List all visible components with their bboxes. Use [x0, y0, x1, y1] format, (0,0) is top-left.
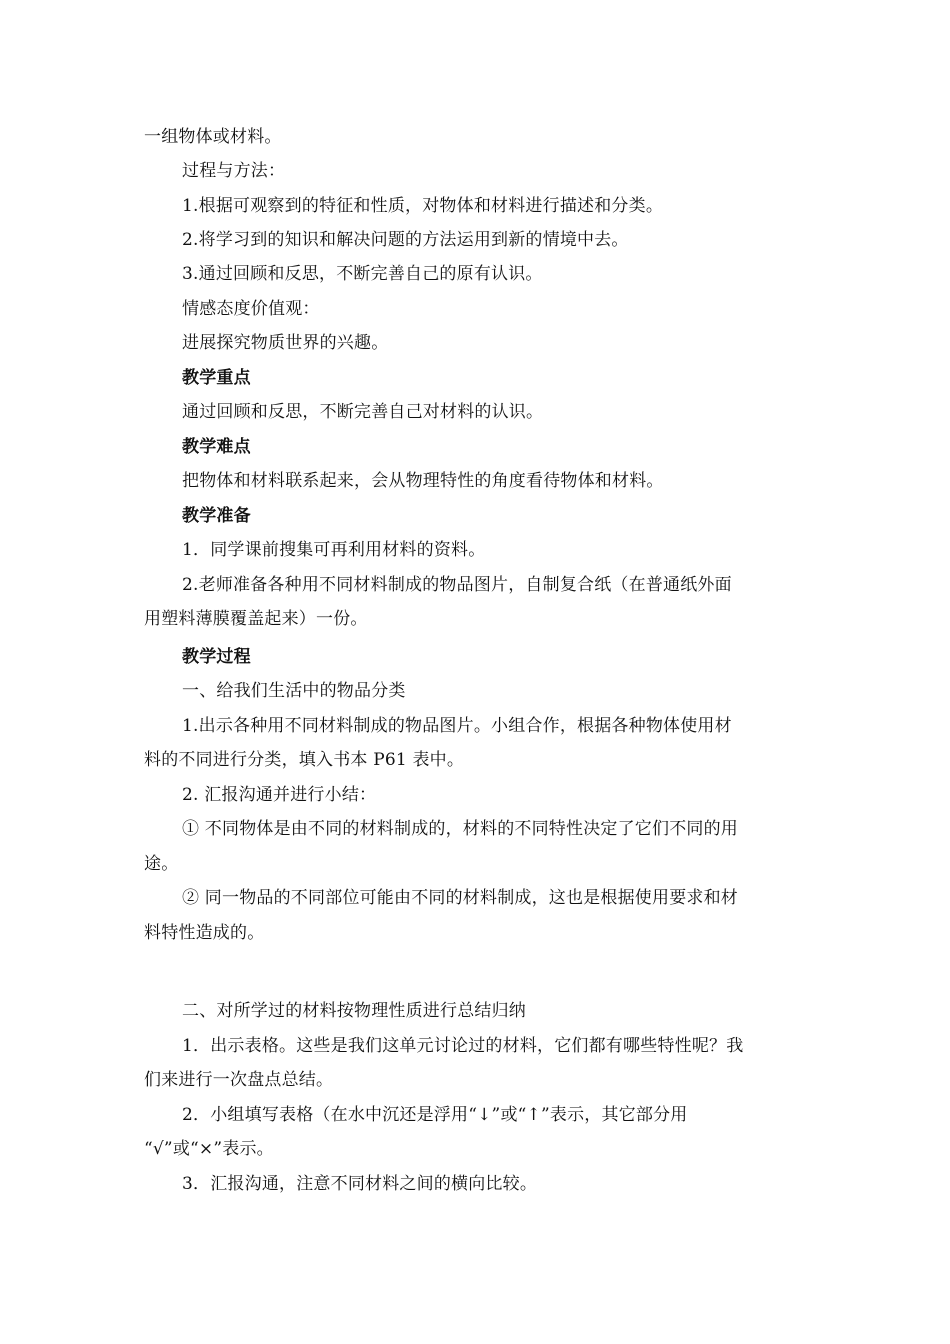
text-line: 一组物体或材料。 [144, 127, 282, 147]
list-item: 2.将学习到的知识和解决问题的方法运用到新的情境中去。 [182, 230, 629, 250]
list-item: 1．同学课前搜集可再利用材料的资料。 [182, 540, 486, 560]
heading-preparation: 教学准备 [182, 506, 251, 526]
list-item: 3．汇报沟通，注意不同材料之间的横向比较。 [182, 1174, 538, 1194]
text-line: 进展探究物质世界的兴趣。 [182, 333, 389, 353]
section-label: 情感态度价值观： [182, 299, 320, 319]
heading-difficulties: 教学难点 [182, 437, 251, 457]
list-item: 3.通过回顾和反思，不断完善自己的原有认识。 [182, 264, 543, 284]
list-item: ① 不同物体是由不同的材料制成的，材料的不同特性决定了它们不同的用 [182, 819, 739, 839]
heading-process: 教学过程 [182, 647, 251, 667]
text-line: 用塑料薄膜覆盖起来）一份。 [144, 609, 368, 629]
text-line: “√”或“×”表示。 [144, 1139, 274, 1159]
text-line: 途。 [144, 854, 179, 874]
list-item: 1.出示各种用不同材料制成的物品图片。小组合作，根据各种物体使用材 [182, 716, 732, 736]
text-line: 们来进行一次盘点总结。 [144, 1070, 334, 1090]
list-item: 1.根据可观察到的特征和性质，对物体和材料进行描述和分类。 [182, 196, 664, 216]
text-line: 料的不同进行分类，填入书本 P61 表中。 [144, 750, 465, 770]
heading-key-points: 教学重点 [182, 368, 251, 388]
list-item: ② 同一物品的不同部位可能由不同的材料制成，这也是根据使用要求和材 [182, 888, 739, 908]
text-line: 料特性造成的。 [144, 923, 265, 943]
list-item: 2．小组填写表格（在水中沉还是浮用“↓”或“↑”表示，其它部分用 [182, 1105, 688, 1125]
section-title: 一、给我们生活中的物品分类 [182, 681, 406, 701]
text-line: 把物体和材料联系起来，会从物理特性的角度看待物体和材料。 [182, 471, 664, 491]
list-item: 1．出示表格。这些是我们这单元讨论过的材料，它们都有哪些特性呢？我 [182, 1036, 744, 1056]
section-label: 过程与方法： [182, 161, 286, 181]
list-item: 2.老师准备各种用不同材料制成的物品图片，自制复合纸（在普通纸外面 [182, 575, 732, 595]
text-line: 通过回顾和反思，不断完善自己对材料的认识。 [182, 402, 544, 422]
list-item: 2. 汇报沟通并进行小结： [182, 785, 377, 805]
section-title: 二、对所学过的材料按物理性质进行总结归纳 [182, 1001, 526, 1021]
